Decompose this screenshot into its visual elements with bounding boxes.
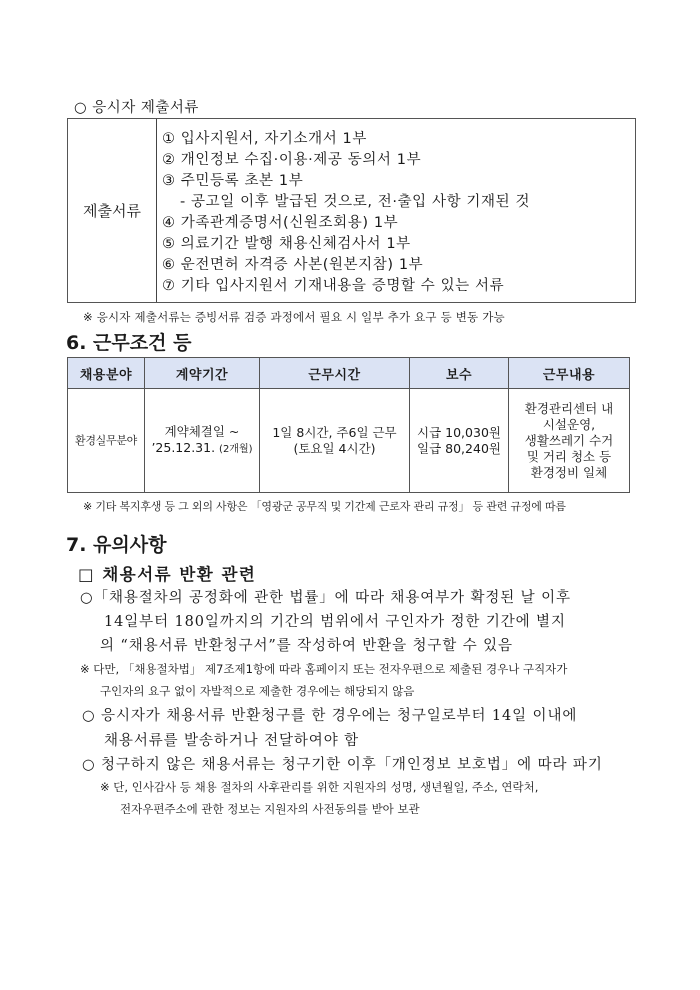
submission-item: ③ 주민등록 초본 1부 xyxy=(162,173,304,189)
note-line: 구인자의 요구 없이 자발적으로 제출한 경우에는 해당되지 않음 xyxy=(100,684,415,698)
period-line2 xyxy=(145,440,259,458)
table-header-row xyxy=(68,358,630,389)
document-return-heading: □ 채용서류 반환 관련 xyxy=(78,565,257,584)
period-line1: 계약체결일 ~ xyxy=(164,423,240,439)
paragraph-line: 14일부터 180일까지의 기간의 범위에서 구인자가 정한 기간에 별지 xyxy=(104,614,566,630)
table-row xyxy=(68,389,630,493)
submission-item: ⑦ 기타 입사지원서 기재내용을 증명할 수 있는 서류 xyxy=(162,278,505,294)
period-end: ’25.12.31. xyxy=(151,439,216,455)
header-field: 채용분야 xyxy=(68,358,145,389)
work-conditions-note: ※ 기타 복지후생 등 그 외의 사항은 「영광군 공무직 및 기간제 근로자 관리 규정」 등 관련 규정에 따름 xyxy=(83,500,566,513)
duties-line: 및 거리 청소 등 xyxy=(526,448,612,464)
period-note: (2개월) xyxy=(219,443,253,455)
note-line: ※ 단, 인사감사 등 채용 절차의 사후관리를 위한 지원자의 성명, 생년월일, 주소, 연락처, xyxy=(100,780,539,794)
cell-pay xyxy=(410,389,509,493)
note-line: 전자우편주소에 관한 정보는 지원자의 사전동의를 받아 보관 xyxy=(120,802,420,816)
paragraph-line: 채용서류를 발송하거나 전달하여야 함 xyxy=(104,733,360,749)
hours-line2: (토요일 4시간) xyxy=(293,440,376,456)
cell-field: 환경실무분야 xyxy=(68,389,145,493)
cell-hours xyxy=(260,389,410,493)
submission-note: ※ 응시자 제출서류는 증빙서류 검증 과정에서 필요 시 일부 추가 요구 등 변동 가능 xyxy=(83,310,505,324)
work-conditions-table xyxy=(67,357,630,493)
submission-item: ⑥ 운전면허 자격증 사본(원본지참) 1부 xyxy=(162,257,424,273)
submission-heading: ○ 응시자 제출서류 xyxy=(74,100,199,116)
section6-title: 6. 근무조건 등 xyxy=(66,332,192,354)
cell-duties xyxy=(509,389,630,493)
hours-line1: 1일 8시간, 주6일 근무 xyxy=(272,424,397,440)
duties-line: 환경정비 일체 xyxy=(530,464,608,480)
duties-line: 환경관리센터 내 xyxy=(524,400,614,416)
paragraph-line: 의 “채용서류 반환청구서”를 작성하여 반환을 청구할 수 있음 xyxy=(100,638,513,654)
header-hours: 근무시간 xyxy=(260,358,410,389)
pay-daily: 일급 80,240원 xyxy=(417,440,501,456)
submission-subitem: - 공고일 이후 발급된 것으로, 전·출입 사항 기재된 것 xyxy=(180,194,531,210)
cell-period xyxy=(145,389,260,493)
submission-table-label: 제출서류 xyxy=(68,119,157,302)
paragraph-line: ○ 응시자가 채용서류 반환청구를 한 경우에는 청구일로부터 14일 이내에 xyxy=(82,708,578,724)
submission-table xyxy=(67,118,636,303)
submission-item: ② 개인정보 수집·이용·제공 동의서 1부 xyxy=(162,152,422,168)
paragraph-line: ○「채용절차의 공정화에 관한 법률」에 따라 채용여부가 확정된 날 이후 xyxy=(80,590,571,606)
duties-line: 시설운영, xyxy=(542,416,596,432)
paragraph-line: ○ 청구하지 않은 채용서류는 청구기한 이후「개인정보 보호법」에 따라 파기 xyxy=(82,757,603,773)
section7-title: 7. 유의사항 xyxy=(66,534,167,556)
submission-item: ⑤ 의료기간 발행 채용신체검사서 1부 xyxy=(162,236,411,252)
header-pay: 보수 xyxy=(410,358,509,389)
header-duties: 근무내용 xyxy=(509,358,630,389)
header-period: 계약기간 xyxy=(145,358,260,389)
duties-line: 생활쓰레기 수거 xyxy=(524,432,614,448)
pay-hourly: 시급 10,030원 xyxy=(417,424,501,440)
note-line: ※ 다만, 「채용절차법」 제7조제1항에 따라 홈페이지 또는 전자우편으로 제출된 경우나 구직자가 xyxy=(80,662,568,676)
submission-item: ④ 가족관계증명서(신원조회용) 1부 xyxy=(162,215,399,231)
submission-list xyxy=(162,129,629,297)
submission-item: ① 입사지원서, 자기소개서 1부 xyxy=(162,131,367,147)
